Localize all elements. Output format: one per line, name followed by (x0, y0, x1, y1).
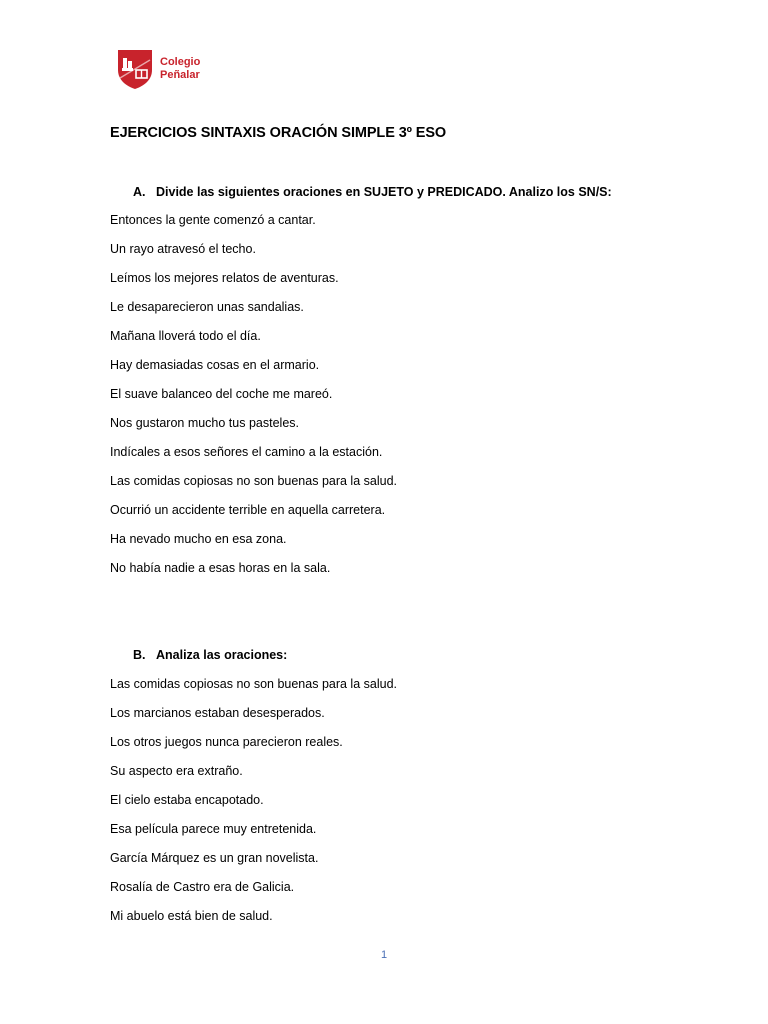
sentence-b-3: Los otros juegos nunca parecieron reales. (110, 735, 343, 749)
sentence-a-6: Hay demasiadas cosas en el armario. (110, 358, 320, 372)
sentence-a-2: Un rayo atravesó el techo. (110, 242, 256, 256)
sentence-a-8: Nos gustaron mucho tus pasteles. (110, 416, 299, 430)
sentence-b-8: Rosalía de Castro era de Galicia. (110, 880, 295, 894)
sentence-b-6: Esa película parece muy entretenida. (110, 822, 317, 836)
sentence-a-1: Entonces la gente comenzó a cantar. (110, 213, 316, 227)
school-shield-icon (116, 48, 154, 90)
sentence-a-13: No había nadie a esas horas en la sala. (110, 561, 331, 575)
section-b-heading (133, 648, 287, 662)
sentence-b-7: García Márquez es un gran novelista. (110, 851, 319, 865)
sentence-b-5: El cielo estaba encapotado. (110, 793, 264, 807)
document-title: EJERCICIOS SINTAXIS ORACIÓN SIMPLE 3º ESO (110, 125, 447, 141)
page-number: 1 (380, 949, 388, 961)
sentence-a-9: Indícales a esos señores el camino a la estación. (110, 445, 383, 459)
logo-line-2: Peñalar (160, 69, 200, 81)
school-logo (116, 48, 200, 90)
sentence-a-11: Ocurrió un accidente terrible en aquella carretera. (110, 503, 386, 517)
section-b-instruction: Analiza las oraciones: (156, 648, 288, 662)
sentence-a-7: El suave balanceo del coche me mareó. (110, 387, 333, 401)
sentence-b-4: Su aspecto era extraño. (110, 764, 243, 778)
section-a-heading (133, 185, 612, 199)
section-a-letter: A. (133, 185, 146, 199)
section-b-letter: B. (133, 648, 146, 662)
section-a-instruction: Divide las siguientes oraciones en SUJETO y PREDICADO. Analizo los SN/S: (156, 185, 612, 199)
sentence-b-2: Los marcianos estaban desesperados. (110, 706, 325, 720)
sentence-b-9: Mi abuelo está bien de salud. (110, 909, 273, 923)
sentence-a-10: Las comidas copiosas no son buenas para la salud. (110, 474, 397, 488)
sentence-a-3: Leímos los mejores relatos de aventuras. (110, 271, 339, 285)
sentence-a-5: Mañana lloverá todo el día. (110, 329, 261, 343)
sentence-a-12: Ha nevado mucho en esa zona. (110, 532, 287, 546)
sentence-a-4: Le desaparecieron unas sandalias. (110, 300, 304, 314)
sentence-b-1: Las comidas copiosas no son buenas para la salud. (110, 677, 397, 691)
logo-line-1: Colegio (160, 56, 201, 68)
